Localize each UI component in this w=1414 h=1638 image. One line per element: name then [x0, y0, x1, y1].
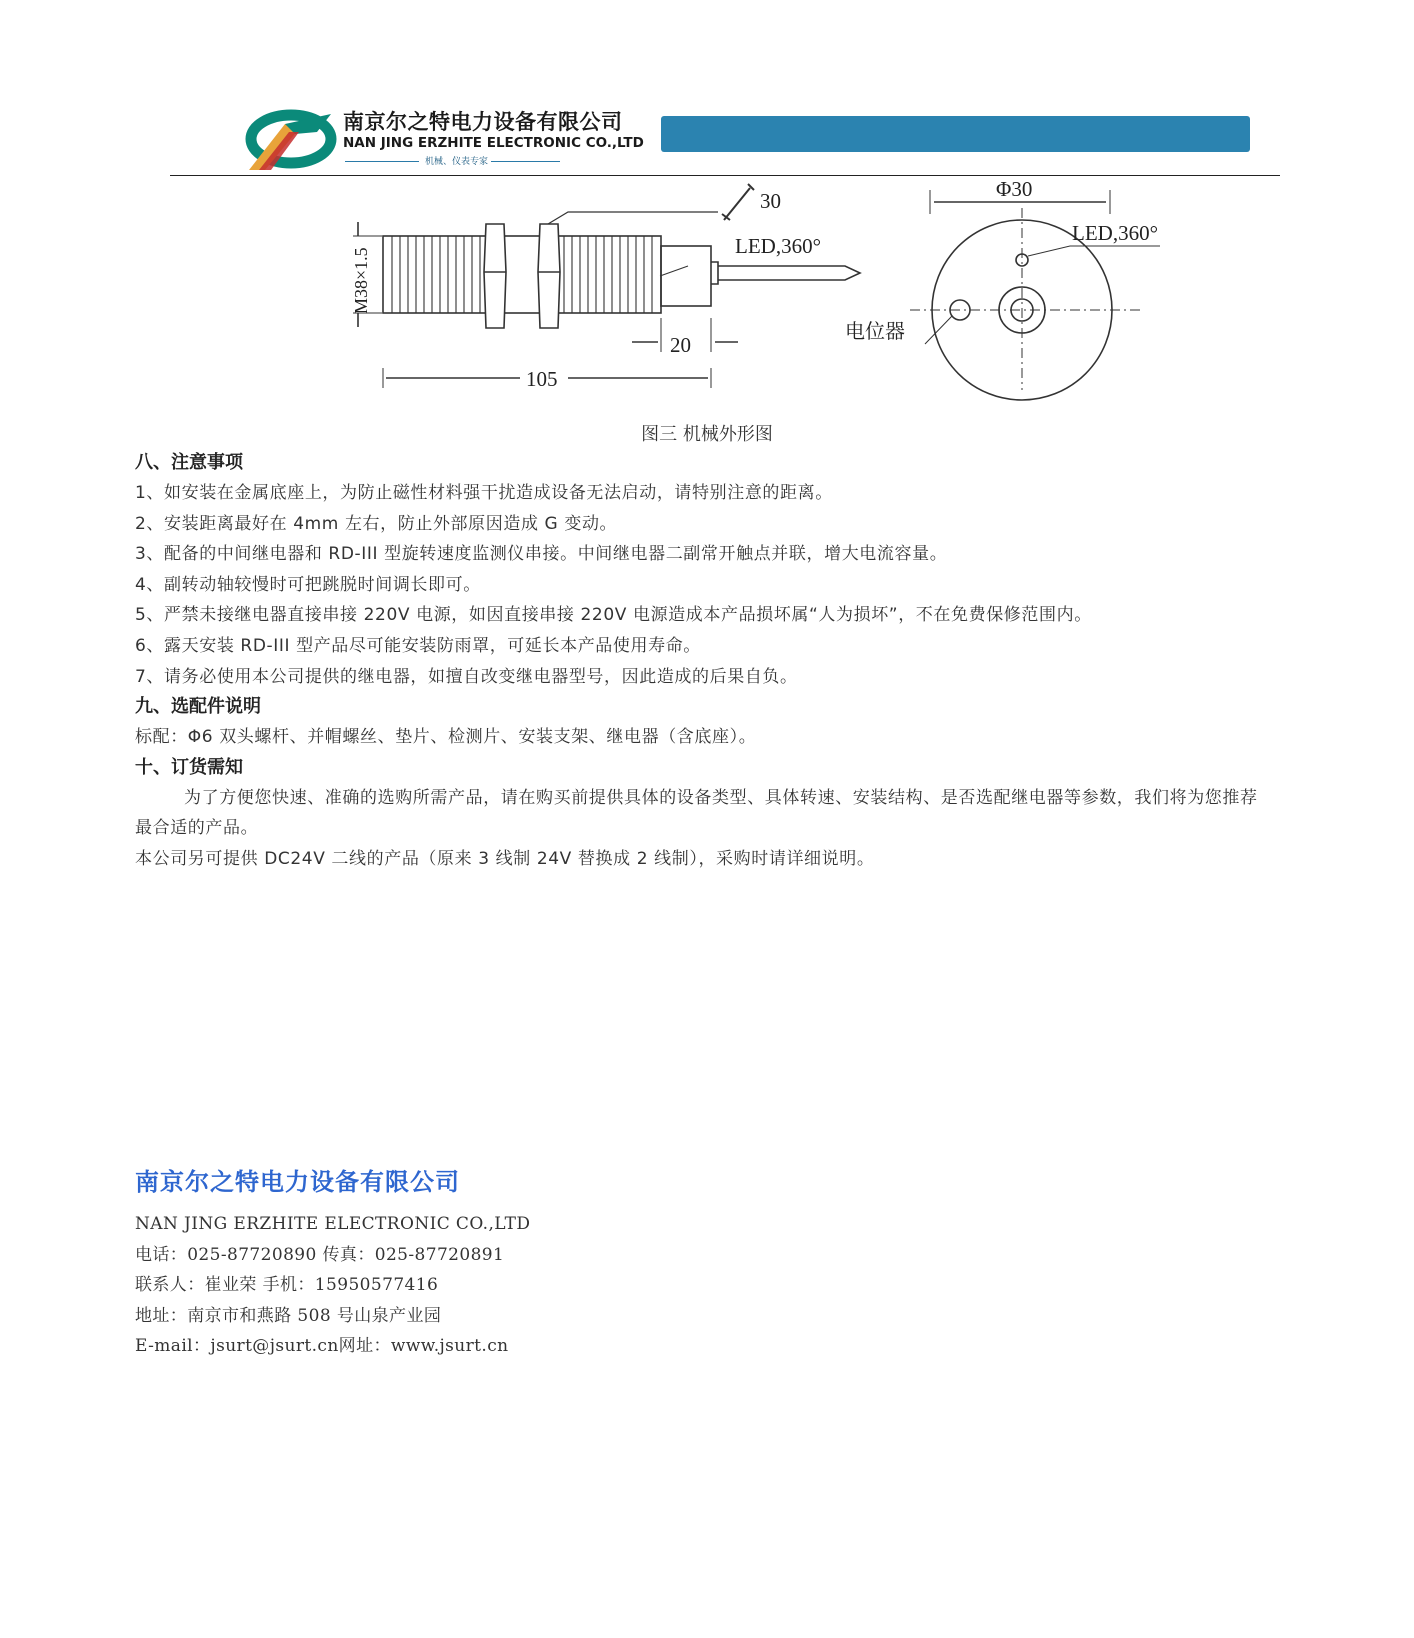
cable-gland: [711, 262, 718, 284]
section-8-title: 八、注意事项: [135, 452, 243, 473]
note-item: 4、副转动轴较慢时可把跳脱时间调长即可。: [135, 574, 481, 595]
header-company-name-en: NAN JING ERZHITE ELECTRONIC CO.,LTD: [343, 135, 644, 151]
slogan-rule-right: [491, 161, 560, 162]
led-leader-front: [1028, 246, 1160, 256]
notes-content: [135, 448, 1275, 875]
note-item: 6、露天安装 RD-III 型产品尽可能安装防雨罩，可延长本产品使用寿命。: [135, 635, 701, 656]
nut-right: [538, 224, 560, 328]
contact-footer: [135, 1162, 935, 1362]
section-9-title: 九、选配件说明: [135, 696, 261, 718]
section-10-title: 十、订货需知: [135, 756, 243, 778]
accessories-text: 标配：Φ6 双头螺杆、并帽螺丝、垫片、检测片、安装支架、继电器（含底座）。: [135, 727, 757, 748]
mechanical-outline-drawing: [320, 180, 1180, 420]
page-header: [170, 100, 1280, 180]
nut-left: [484, 224, 506, 328]
ordering-paragraph: 为了方便您快速、准确的选购所需产品，请在购买前提供具体的设备类型、具体转速、安装结构、是否选配继电器等参数，我们将为您推荐最合适的产品。: [135, 787, 1258, 839]
header-banner-bar: [661, 116, 1250, 152]
ordering-note: 本公司另可提供 DC24V 二线的产品（原来 3 线制 24V 替换成 2 线制），采购时请详细说明。: [135, 848, 875, 869]
potentiometer-label: 电位器: [845, 319, 905, 343]
footer-company-name-en: NAN JING ERZHITE ELECTRONIC CO.,LTD: [135, 1214, 531, 1234]
footer-contact: 联系人：崔业荣 手机：15950577416: [135, 1275, 439, 1295]
cable: [718, 266, 860, 280]
header-divider: [170, 175, 1280, 176]
slogan-rule-left: [345, 161, 419, 162]
wrench-size-label: 30: [760, 189, 781, 213]
wrench-leader: [548, 212, 718, 224]
company-logo-icon: [245, 106, 337, 172]
dim-20-label: 20: [670, 333, 691, 357]
led-label-side: LED,360°: [735, 234, 821, 258]
led-leader-side: [660, 266, 688, 276]
diameter-label: Φ30: [996, 180, 1033, 201]
header-company-name-cn: 南京尔之特电力设备有限公司: [343, 110, 623, 134]
sensor-body: [383, 236, 661, 313]
potentiometer-leader: [925, 316, 952, 344]
note-item: 5、严禁未接继电器直接串接 220V 电源，如因直接串接 220V 电源造成本产品损坏属“人为损坏”，不在免费保修范围内。: [135, 605, 1092, 626]
note-item: 3、配备的中间继电器和 RD-III 型旋转速度监测仪串接。中间继电器二副常开触点并联，增大电流容量。: [135, 544, 948, 565]
footer-email-web: E-mail：jsurt@jsurt.cn网址：www.jsurt.cn: [135, 1336, 509, 1356]
note-item: 7、请务必使用本公司提供的继电器，如擅自改变继电器型号，因此造成的后果自负。: [135, 666, 798, 687]
note-item: 2、安装距离最好在 4mm 左右，防止外部原因造成 G 变动。: [135, 513, 618, 534]
thread-label: M38×1.5: [351, 247, 371, 314]
figure-caption: 图三 机械外形图: [641, 424, 773, 445]
header-slogan: [345, 154, 560, 168]
note-item: 1、如安装在金属底座上，为防止磁性材料强干扰造成设备无法启动，请特别注意的距离。: [135, 483, 833, 503]
led-label-front: LED,360°: [1072, 221, 1158, 245]
wrench-icon: [722, 184, 754, 220]
sensor-tail: [661, 246, 711, 306]
footer-phone-fax: 电话：025-87720890 传真：025-87720891: [135, 1244, 505, 1265]
slogan-text: 机械、仪表专家: [425, 157, 489, 167]
dim-105-label: 105: [526, 367, 558, 391]
footer-company-name-cn: 南京尔之特电力设备有限公司: [135, 1168, 460, 1196]
footer-address: 地址：南京市和燕路 508 号山泉产业园: [135, 1305, 442, 1326]
thread-hatching: [392, 236, 652, 313]
